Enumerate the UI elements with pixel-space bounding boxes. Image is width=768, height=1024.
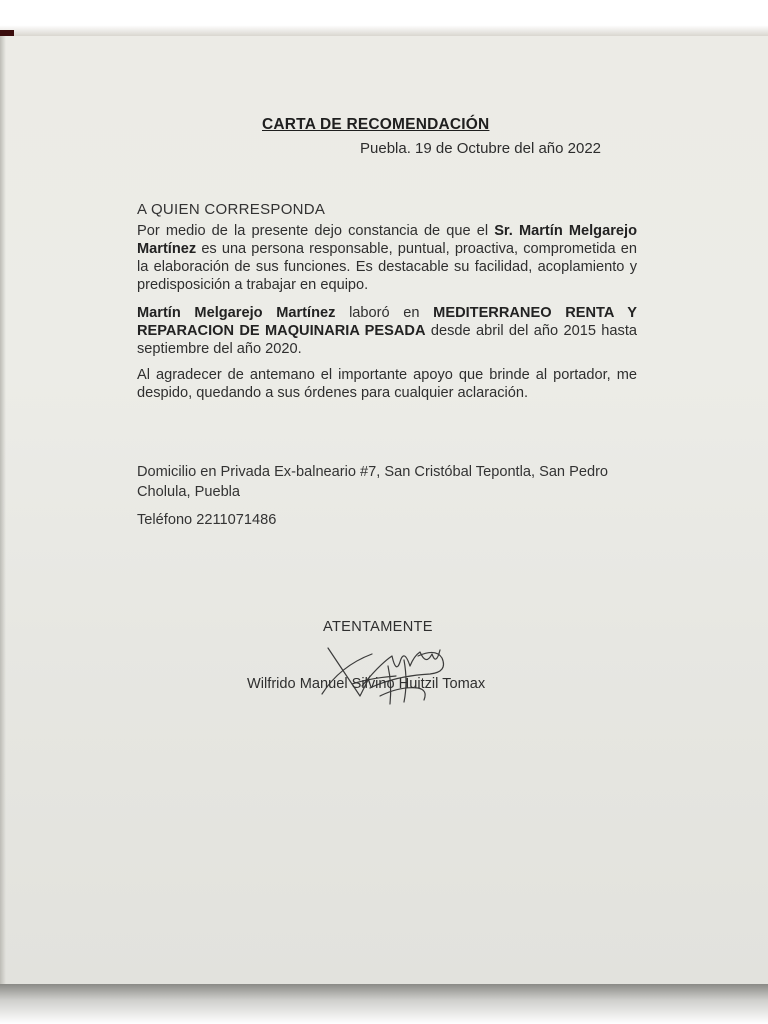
letter-page <box>0 36 768 986</box>
photo-top-edge <box>0 0 768 36</box>
paragraph-employment <box>137 304 637 358</box>
photo-bottom-edge <box>0 984 768 1024</box>
letter-title: CARTA DE RECOMENDACIÓN <box>262 116 490 133</box>
paragraph1-name: Sr. Martín Melgarejo Martínez <box>137 223 637 257</box>
letter-phone: Teléfono 2211071486 <box>137 512 277 528</box>
letter-address: Domicilio en Privada Ex-balneario #7, San Cristóbal Tepontla, San Pedro Cholula, Puebla <box>137 464 609 500</box>
signer-name: Wilfrido Manuel Silvino Huitzil Tomax <box>247 676 486 692</box>
page-shadow <box>0 36 6 986</box>
paragraph2-rest: desde abril del año 2015 hasta septiembre del año 2020. <box>137 323 637 357</box>
paragraph2-mid: laboró en <box>349 305 420 321</box>
letter-date: Puebla. 19 de Octubre del año 2022 <box>360 140 602 157</box>
letter-closing: ATENTAMENTE <box>323 619 433 635</box>
paragraph2-name: Martín Melgarejo Martínez <box>137 305 336 321</box>
paragraph-closing: Al agradecer de antemano el importante apoyo que brinde al portador, me despido, quedando a sus órdenes para cualquier aclaración. <box>137 367 637 401</box>
paragraph2-company: MEDITERRANEO RENTA Y REPARACION DE MAQUINARIA PESADA <box>137 305 637 339</box>
handwritten-signature <box>300 626 470 716</box>
paragraph1-intro: Por medio de la presente dejo constancia de que el <box>137 223 489 239</box>
letter-salutation: A QUIEN CORRESPONDA <box>137 201 326 218</box>
paragraph-recommendation <box>137 222 637 294</box>
paragraph1-rest: es una persona responsable, puntual, proactiva, comprometida en la elaboración de sus funciones. Es destacable su facilidad, acoplamiento y predisposición a trabajar en equipo. <box>137 241 637 293</box>
